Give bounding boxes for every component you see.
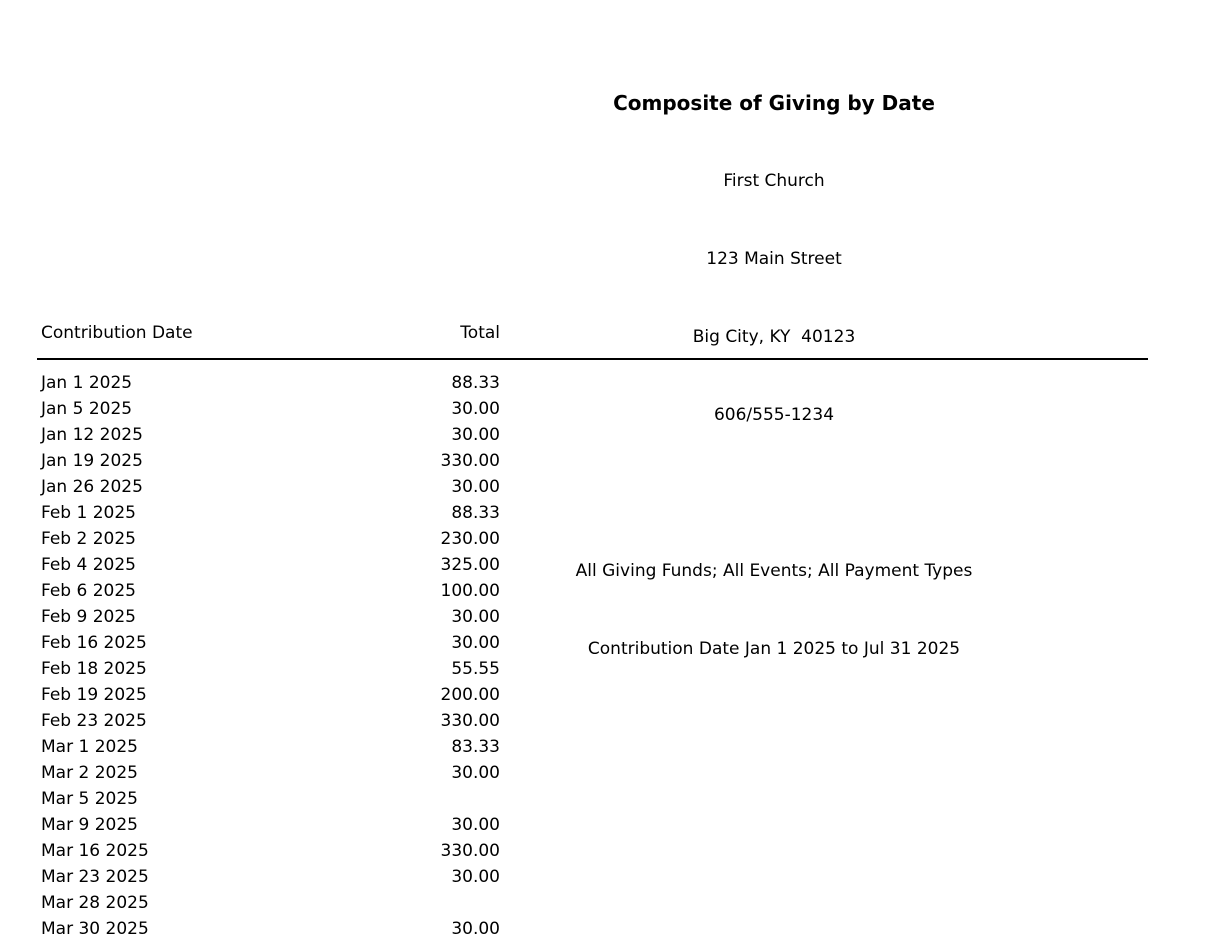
table-row bbox=[41, 630, 500, 656]
table-row bbox=[41, 864, 500, 890]
contribution-date-cell: Feb 1 2025 bbox=[41, 503, 136, 523]
total-cell: 30.00 bbox=[451, 815, 500, 835]
total-cell: 30.00 bbox=[451, 399, 500, 419]
total-cell: 30.00 bbox=[451, 763, 500, 783]
contribution-date-cell: Feb 18 2025 bbox=[41, 659, 147, 679]
table-row bbox=[41, 396, 500, 422]
table-row bbox=[41, 500, 500, 526]
total-cell: 30.00 bbox=[451, 919, 500, 939]
table-row bbox=[41, 838, 500, 864]
table-row bbox=[41, 552, 500, 578]
contribution-date-cell: Mar 9 2025 bbox=[41, 815, 138, 835]
total-cell: 30.00 bbox=[451, 633, 500, 653]
total-cell: 330.00 bbox=[440, 711, 500, 731]
table-row bbox=[41, 890, 500, 916]
contribution-date-cell: Jan 5 2025 bbox=[41, 399, 133, 419]
contribution-date-cell: Jan 19 2025 bbox=[41, 451, 143, 471]
contribution-date-cell: Feb 23 2025 bbox=[41, 711, 147, 731]
total-cell: 330.00 bbox=[440, 451, 500, 471]
total-cell: 100.00 bbox=[440, 581, 500, 601]
report-title: Composite of Giving by Date bbox=[613, 91, 935, 115]
total-cell: 88.33 bbox=[451, 503, 500, 523]
total-cell: 200.00 bbox=[440, 685, 500, 705]
contribution-date-cell: Feb 16 2025 bbox=[41, 633, 147, 653]
table-row bbox=[41, 422, 500, 448]
contribution-date-cell: Mar 28 2025 bbox=[41, 893, 149, 913]
total-cell: 88.33 bbox=[451, 373, 500, 393]
organization-street: 123 Main Street bbox=[706, 249, 842, 269]
table-row bbox=[41, 760, 500, 786]
contribution-date-cell: Jan 12 2025 bbox=[41, 425, 143, 445]
contribution-date-cell: Feb 19 2025 bbox=[41, 685, 147, 705]
contribution-date-cell: Mar 23 2025 bbox=[41, 867, 149, 887]
table-row bbox=[41, 448, 500, 474]
contribution-date-cell: Feb 4 2025 bbox=[41, 555, 136, 575]
contribution-date-cell: Mar 1 2025 bbox=[41, 737, 138, 757]
contribution-date-cell: Mar 16 2025 bbox=[41, 841, 149, 861]
table-row bbox=[41, 916, 500, 940]
total-cell: 30.00 bbox=[451, 425, 500, 445]
total-cell: 55.55 bbox=[451, 659, 500, 679]
total-cell: 330.00 bbox=[440, 841, 500, 861]
total-cell: 325.00 bbox=[440, 555, 500, 575]
header-divider-line bbox=[37, 358, 1148, 360]
report-date-range: Contribution Date Jan 1 2025 to Jul 31 2025 bbox=[587, 639, 961, 659]
column-header-contribution-date: Contribution Date bbox=[41, 323, 193, 343]
table-row bbox=[41, 370, 500, 396]
total-cell: 30.00 bbox=[451, 607, 500, 627]
table-row bbox=[41, 474, 500, 500]
total-cell: 230.00 bbox=[440, 529, 500, 549]
contribution-date-cell: Feb 2 2025 bbox=[41, 529, 136, 549]
table-row bbox=[41, 708, 500, 734]
table-row bbox=[41, 656, 500, 682]
contribution-date-cell: Mar 5 2025 bbox=[41, 789, 138, 809]
table-row bbox=[41, 526, 500, 552]
total-cell: 30.00 bbox=[451, 867, 500, 887]
table-row bbox=[41, 786, 500, 812]
contribution-date-cell: Mar 2 2025 bbox=[41, 763, 138, 783]
report-filters: All Giving Funds; All Events; All Payment Types bbox=[575, 561, 973, 581]
table-row bbox=[41, 812, 500, 838]
contribution-date-cell: Feb 6 2025 bbox=[41, 581, 136, 601]
table-body bbox=[41, 370, 500, 940]
contribution-date-cell: Mar 30 2025 bbox=[41, 919, 149, 939]
table-row bbox=[41, 734, 500, 760]
total-cell: 83.33 bbox=[451, 737, 500, 757]
contribution-date-cell: Jan 26 2025 bbox=[41, 477, 143, 497]
column-header-total: Total bbox=[460, 323, 500, 343]
table-row bbox=[41, 604, 500, 630]
total-cell: 30.00 bbox=[451, 477, 500, 497]
organization-phone: 606/555-1234 bbox=[713, 405, 835, 425]
organization-city-state-zip: Big City, KY 40123 bbox=[692, 327, 856, 347]
contribution-date-cell: Feb 9 2025 bbox=[41, 607, 136, 627]
table-header-row bbox=[41, 320, 500, 346]
table-row bbox=[41, 682, 500, 708]
table-row bbox=[41, 578, 500, 604]
organization-name: First Church bbox=[723, 171, 825, 191]
contribution-date-cell: Jan 1 2025 bbox=[41, 373, 133, 393]
